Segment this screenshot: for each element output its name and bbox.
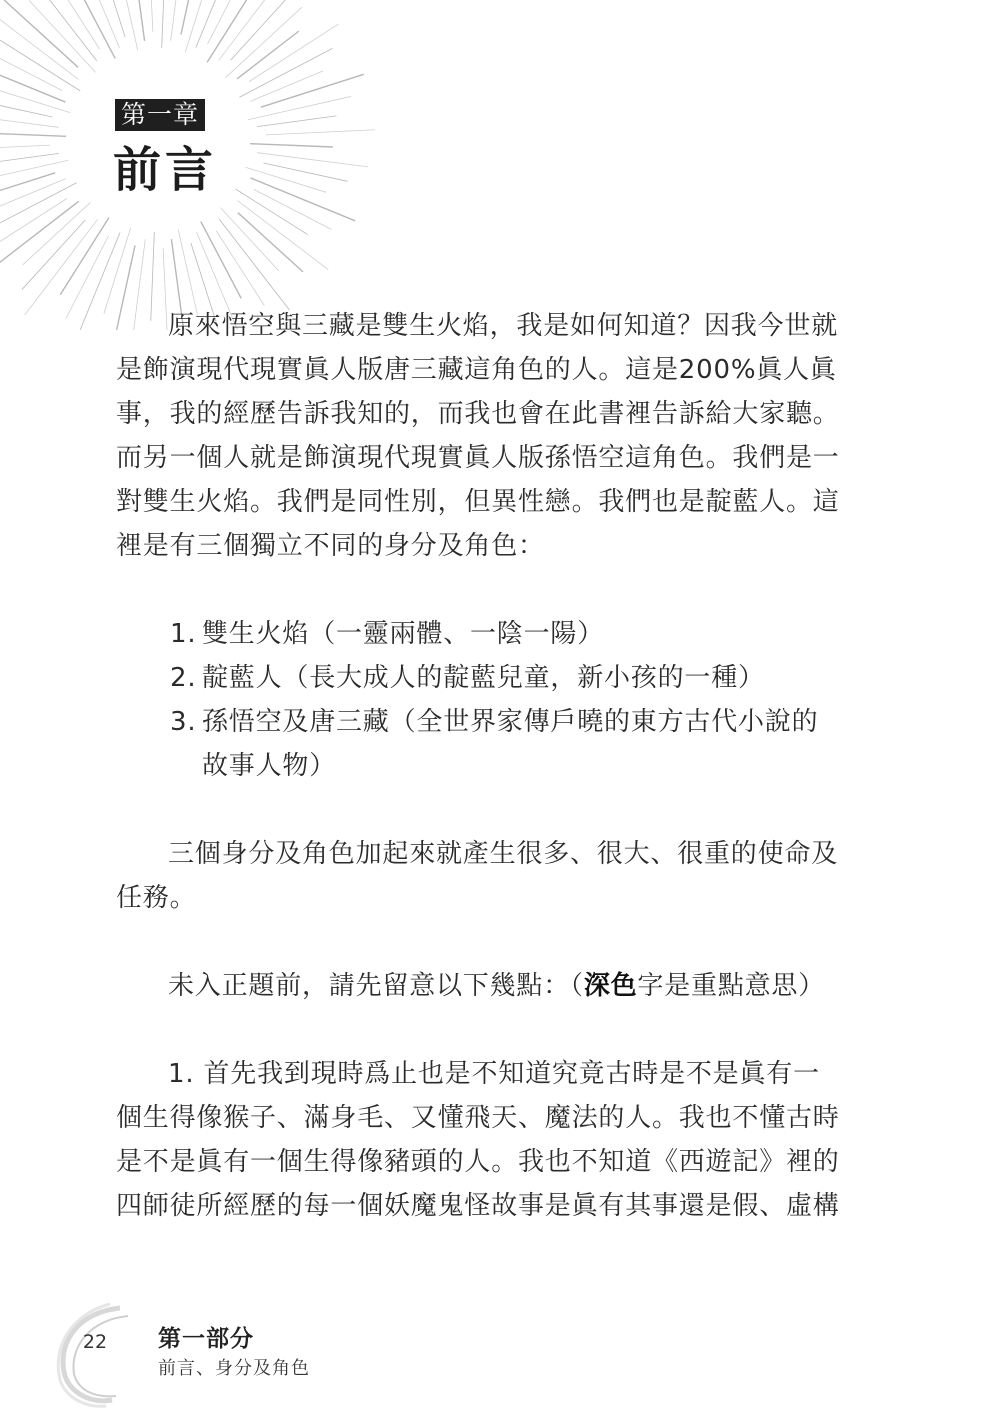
sunburst-ray xyxy=(94,0,125,37)
list-item xyxy=(170,700,844,788)
sunburst-ray xyxy=(4,0,78,67)
sunburst-ray xyxy=(220,208,278,271)
sunburst-ray xyxy=(0,183,77,226)
sunburst-ray xyxy=(0,133,66,137)
sunburst-ray xyxy=(75,233,120,330)
chapter-label: 第一章 xyxy=(115,99,205,131)
sunburst-ray xyxy=(0,173,55,202)
sunburst-ray xyxy=(208,0,256,44)
paragraph-note-1: 1. 首先我到現時爲止也是不知道究竟古時是不是眞有一個生得像猴子、滿身毛、又懂飛天、魔法的人。我也不懂古時是不是眞有一個生得像豬頭的人。我也不知道《西遊記》裡的四師徒所經歷的每一個妖魔鬼怪故事是眞有其事還是假、虛構 xyxy=(116,1059,840,1221)
sunburst-ray xyxy=(0,160,68,181)
sunburst-ray xyxy=(148,0,153,32)
body-text xyxy=(116,304,844,1228)
sunburst-ray xyxy=(250,144,333,147)
list-item-text: 孫悟空及唐三藏（全世界家傳戶曉的東方古代小說的故事人物） xyxy=(202,707,819,781)
sunburst-ray xyxy=(19,0,97,61)
sunburst-ray xyxy=(29,0,95,72)
sunburst-ray xyxy=(238,201,329,270)
sunburst-ray xyxy=(171,0,181,41)
list-item-text: 靛藍人（長大成人的靛藍兒童，新小孩的一種） xyxy=(202,663,765,693)
list-item-number: 1. xyxy=(170,619,197,649)
sunburst-ray xyxy=(22,220,85,290)
swirl-decoration xyxy=(50,1300,140,1410)
paragraph-notes-intro xyxy=(116,964,844,1008)
sunburst-ray xyxy=(226,7,302,78)
sunburst-ray xyxy=(257,116,336,127)
sunburst-ray xyxy=(0,201,79,275)
sunburst-ray xyxy=(257,153,368,167)
sunburst-ray xyxy=(23,202,91,264)
list-item xyxy=(170,656,844,700)
sunburst-decoration xyxy=(0,0,440,330)
sunburst-ray xyxy=(127,0,144,41)
sunburst-ray xyxy=(238,213,303,272)
sunburst-ray xyxy=(0,84,70,113)
sunburst-ray xyxy=(69,0,115,59)
sunburst-ray xyxy=(207,0,262,62)
sunburst-ray xyxy=(266,130,375,135)
identity-list xyxy=(170,612,844,788)
part-subtitle: 前言、身分及角色 xyxy=(158,1358,310,1379)
sunburst-ray xyxy=(185,0,215,52)
sunburst-ray xyxy=(0,198,67,249)
list-item xyxy=(170,612,844,656)
emphasis-text: 深色 xyxy=(583,971,638,1001)
notes-intro-text-end: 字是重點意思） xyxy=(637,971,826,1001)
sunburst-ray xyxy=(178,230,197,316)
sunburst-ray xyxy=(70,0,119,48)
chapter-title: 前言 xyxy=(113,142,218,198)
list-item-number: 2. xyxy=(170,663,197,693)
paragraph-intro: 原來悟空與三藏是雙生火焰，我是如何知道？因我今世就是飾演現代現實眞人版唐三藏這角色的人。這是200%眞人眞事，我的經歷告訴我知的，而我也會在此書裡告訴給大家聽。而另一個人就是飾演現代現實眞人版孫悟空這角色。我們是一對雙生火焰。我們是同性別，但異性戀。我們也是靛藍人。這裡是有三個獨立不同的身分及角色： xyxy=(116,311,840,561)
sunburst-ray xyxy=(0,45,62,90)
sunburst-ray xyxy=(246,167,326,192)
paragraph-missions: 三個身分及角色加起來就產生很多、很大、很重的使命及任務。 xyxy=(116,839,839,913)
sunburst-ray xyxy=(0,145,50,150)
notes-intro-text: 未入正題前，請先留意以下幾點：（ xyxy=(168,971,584,1001)
sunburst-ray xyxy=(0,112,59,128)
sunburst-ray xyxy=(0,153,59,169)
sunburst-ray xyxy=(162,0,166,48)
sunburst-ray xyxy=(45,0,100,49)
part-title: 第一部分 xyxy=(158,1326,254,1352)
sunburst-ray xyxy=(249,24,339,82)
sunburst-ray xyxy=(116,0,138,50)
sunburst-ray xyxy=(219,219,289,310)
page-number: 22 xyxy=(82,1331,108,1353)
list-item-text: 雙生火焰（一靈兩體、一陰一陽） xyxy=(202,619,605,649)
sunburst-ray xyxy=(104,228,131,314)
list-item-number: 3. xyxy=(170,707,197,737)
sunburst-ray xyxy=(264,163,348,181)
